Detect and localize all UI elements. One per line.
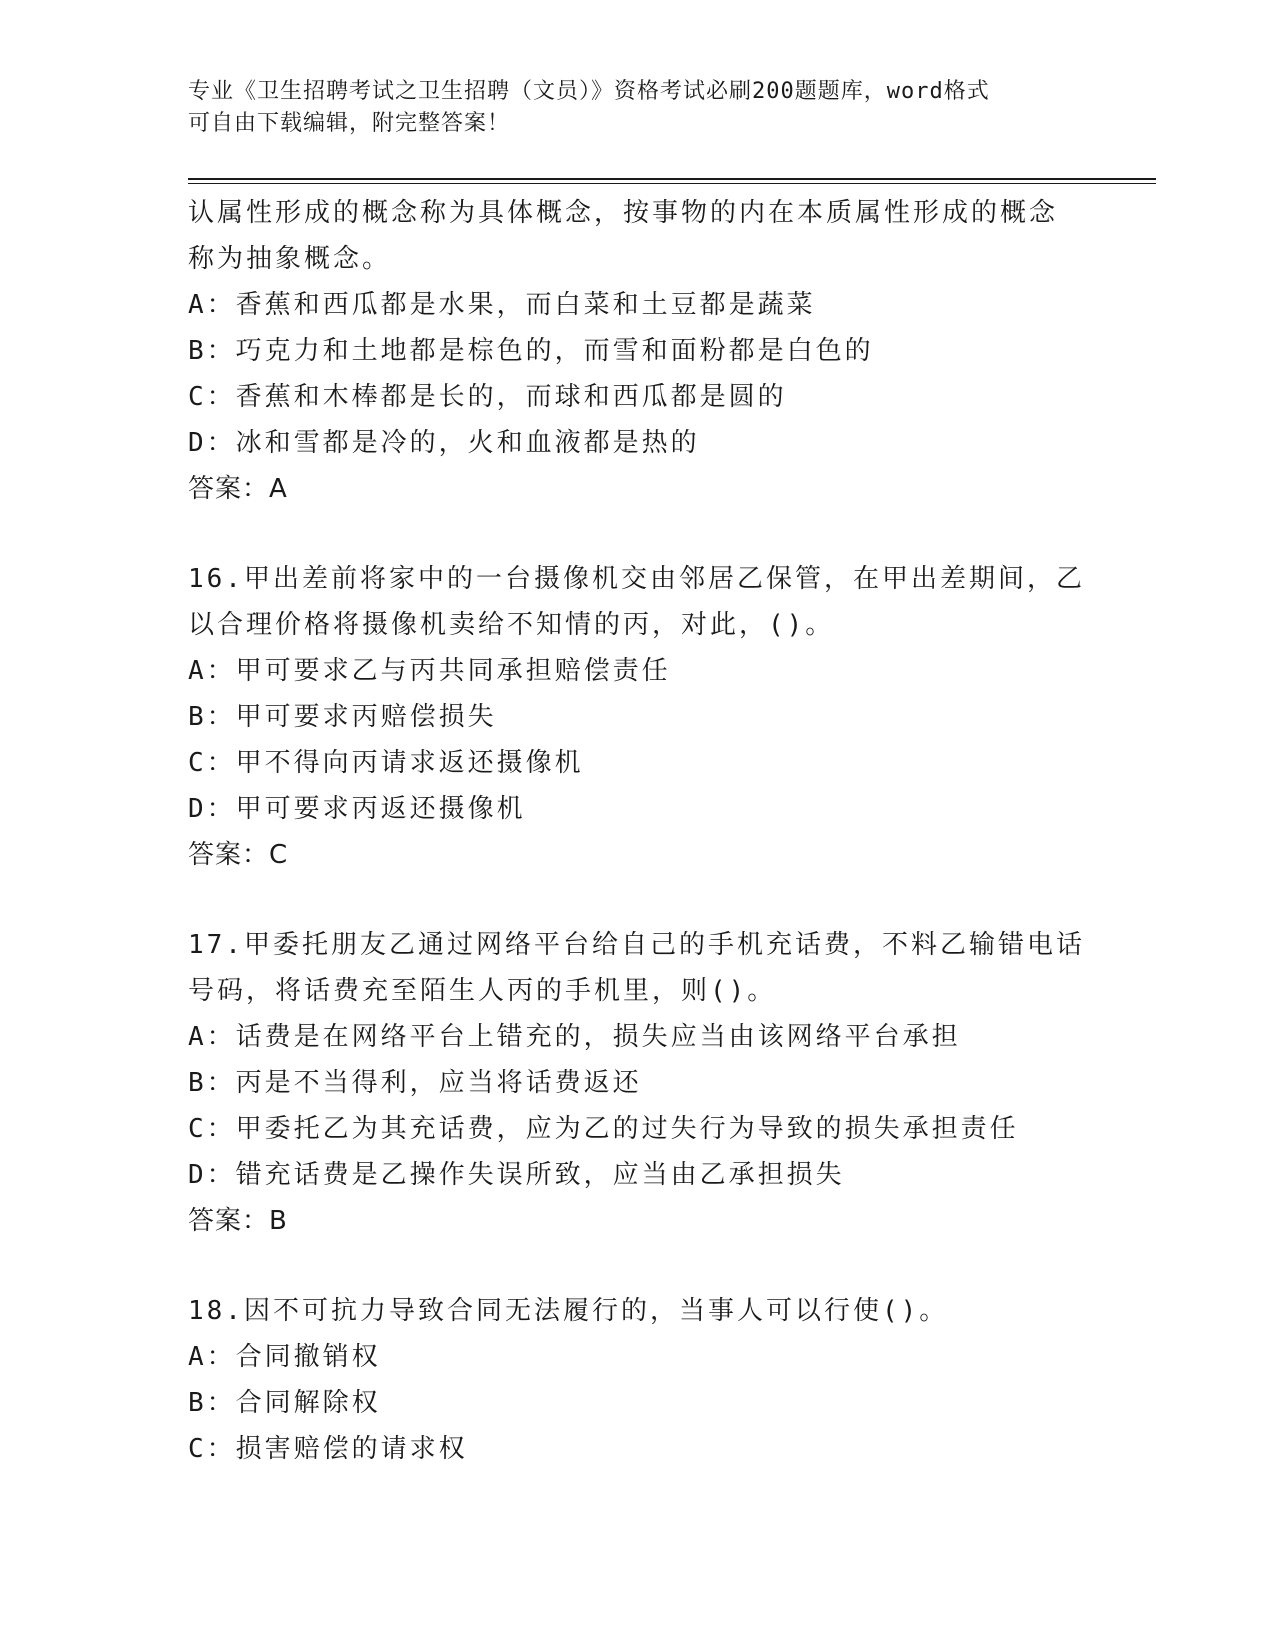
- question-spacer: [188, 878, 1088, 922]
- header-divider-thick: [188, 178, 1156, 180]
- option-d: D：甲可要求丙返还摄像机: [188, 794, 526, 824]
- option-c: C：香蕉和木棒都是长的，而球和西瓜都是圆的: [188, 382, 787, 412]
- option-a: A：话费是在网络平台上错充的，损失应当由该网络平台承担: [188, 1022, 961, 1052]
- question-stem-line: 17.甲委托朋友乙通过网络平台给自己的手机充话费，不料乙输错电话: [188, 930, 1085, 960]
- option-a: A：合同撤销权: [188, 1342, 381, 1372]
- question-stem-line: 以合理价格将摄像机卖给不知情的丙，对此，()。: [188, 610, 835, 640]
- question-spacer: [188, 1244, 1088, 1288]
- header-title-line-1: 专业《卫生招聘考试之卫生招聘（文员）》资格考试必刷200题题库，word格式: [188, 79, 990, 104]
- answer-line: 答案：B: [188, 1206, 288, 1236]
- question-stem-line: 称为抽象概念。: [188, 244, 392, 274]
- header-title-line-2: 可自由下载编辑，附完整答案！: [188, 111, 511, 136]
- option-d: D：错充话费是乙操作失误所致，应当由乙承担损失: [188, 1160, 845, 1190]
- document-header: [188, 76, 1068, 140]
- question-content: [188, 190, 1088, 1472]
- option-b: B：巧克力和土地都是棕色的，而雪和面粉都是白色的: [188, 336, 874, 366]
- option-c: C：甲不得向丙请求返还摄像机: [188, 748, 584, 778]
- question-18: [188, 1288, 1088, 1472]
- option-d: D：冰和雪都是冷的，火和血液都是热的: [188, 428, 700, 458]
- question-stem-line: 16.甲出差前将家中的一台摄像机交由邻居乙保管，在甲出差期间，乙: [188, 564, 1085, 594]
- option-a: A：香蕉和西瓜都是水果，而白菜和土豆都是蔬菜: [188, 290, 816, 320]
- option-c: C：甲委托乙为其充话费，应为乙的过失行为导致的损失承担责任: [188, 1114, 1019, 1144]
- question-17: [188, 922, 1088, 1244]
- option-b: B：合同解除权: [188, 1388, 381, 1418]
- question-stem-line: 号码，将话费充至陌生人丙的手机里，则()。: [188, 976, 777, 1006]
- option-b: B：甲可要求丙赔偿损失: [188, 702, 497, 732]
- option-b: B：丙是不当得利，应当将话费返还: [188, 1068, 642, 1098]
- option-c: C：损害赔偿的请求权: [188, 1434, 468, 1464]
- question-15-continued: [188, 190, 1088, 512]
- answer-line: 答案：A: [188, 474, 288, 504]
- option-a: A：甲可要求乙与丙共同承担赔偿责任: [188, 656, 671, 686]
- question-16: [188, 556, 1088, 878]
- question-spacer: [188, 512, 1088, 556]
- question-stem-line: 18.因不可抗力导致合同无法履行的，当事人可以行使()。: [188, 1296, 949, 1326]
- question-stem-line: 认属性形成的概念称为具体概念，按事物的内在本质属性形成的概念: [188, 198, 1059, 228]
- answer-line: 答案：C: [188, 840, 289, 870]
- header-divider-thin: [188, 183, 1156, 184]
